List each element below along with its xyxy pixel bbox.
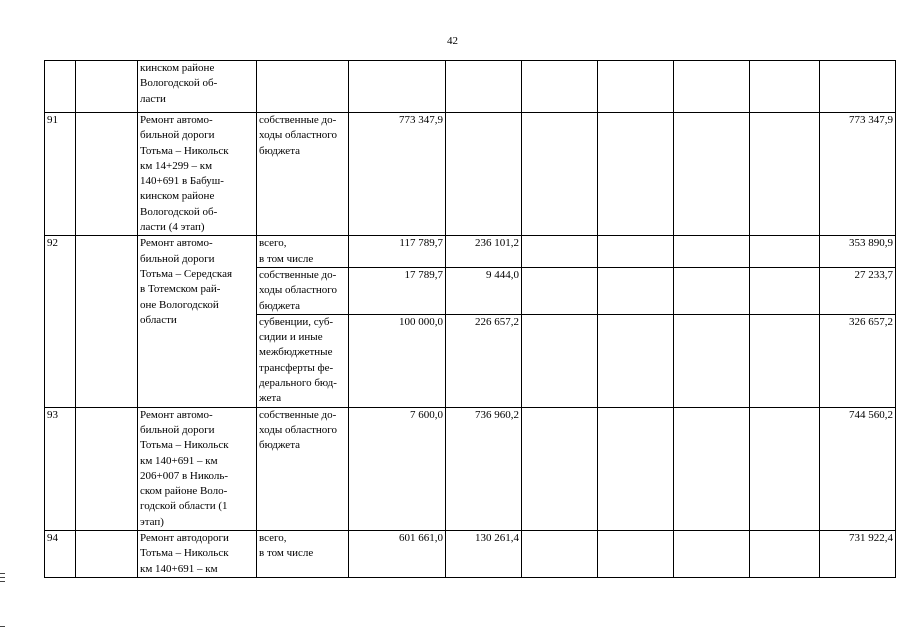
- empty-cell: [674, 407, 750, 530]
- value-cell-year2: 130 261,4: [446, 531, 522, 578]
- work-name-cell: Ремонт автомо- бильной дороги Тотьма – Никольск км 140+691 – км 206+007 в Николь- ском районе Воло- годской области (1 этап): [138, 407, 257, 530]
- table-row: [45, 407, 896, 530]
- work-name-cell: Ремонт автомо- бильной дороги Тотьма – Никольск км 14+299 – км 140+691 в Бабуш- кинском районе Вологодской об- ласти (4 этап): [138, 113, 257, 236]
- value-cell-year1: 773 347,9: [349, 113, 446, 236]
- work-name-cell: Ремонт автомо- бильной дороги Тотьма – Середская в Тотемском рай- оне Вологодской области: [138, 236, 257, 407]
- empty-cell: [598, 236, 674, 268]
- empty-cell: [76, 531, 138, 578]
- total-cell: 353 890,9: [820, 236, 896, 268]
- total-cell: [820, 61, 896, 113]
- value-cell-year1: 117 789,7: [349, 236, 446, 268]
- empty-cell: [674, 531, 750, 578]
- empty-cell: [598, 407, 674, 530]
- funding-source-cell: всего, в том числе: [257, 236, 349, 268]
- funding-source-cell: субвенции, суб- сидии и иные межбюджетные трансферты фе- дерального бюд- жета: [257, 314, 349, 407]
- margin-mark: [0, 626, 5, 627]
- budget-table: [44, 60, 896, 578]
- margin-mark: [0, 577, 5, 578]
- total-cell: 773 347,9: [820, 113, 896, 236]
- empty-cell: [598, 61, 674, 113]
- empty-cell: [522, 236, 598, 268]
- value-cell-year2: 226 657,2: [446, 314, 522, 407]
- value-cell-year2: [446, 113, 522, 236]
- empty-cell: [76, 113, 138, 236]
- funding-source-cell: всего, в том числе: [257, 531, 349, 578]
- margin-mark: [0, 581, 5, 582]
- empty-cell: [674, 314, 750, 407]
- funding-source-cell: собственные до- ходы областного бюджета: [257, 267, 349, 314]
- funding-source-cell: собственные до- ходы областного бюджета: [257, 407, 349, 530]
- work-name-cell: кинском районе Вологодской об- ласти: [138, 61, 257, 113]
- work-name-cell: Ремонт автодороги Тотьма – Никольск км 140+691 – км: [138, 531, 257, 578]
- value-cell-year1: 100 000,0: [349, 314, 446, 407]
- row-number-cell: 92: [45, 236, 76, 407]
- value-cell-year2: [446, 61, 522, 113]
- value-cell-year1: 7 600,0: [349, 407, 446, 530]
- empty-cell: [750, 113, 820, 236]
- empty-cell: [750, 531, 820, 578]
- value-cell-year1: 17 789,7: [349, 267, 446, 314]
- row-number-cell: [45, 61, 76, 113]
- empty-cell: [674, 113, 750, 236]
- funding-source-cell: [257, 61, 349, 113]
- empty-cell: [522, 61, 598, 113]
- empty-cell: [750, 61, 820, 113]
- empty-cell: [750, 407, 820, 530]
- total-cell: 731 922,4: [820, 531, 896, 578]
- empty-cell: [522, 531, 598, 578]
- table-row: [45, 61, 896, 113]
- empty-cell: [522, 314, 598, 407]
- empty-cell: [598, 531, 674, 578]
- page-number: 42: [447, 35, 458, 47]
- empty-cell: [522, 113, 598, 236]
- value-cell-year2: 236 101,2: [446, 236, 522, 268]
- empty-cell: [76, 61, 138, 113]
- empty-cell: [750, 314, 820, 407]
- empty-cell: [598, 314, 674, 407]
- value-cell-year1: 601 661,0: [349, 531, 446, 578]
- empty-cell: [674, 236, 750, 268]
- funding-source-cell: собственные до- ходы областного бюджета: [257, 113, 349, 236]
- total-cell: 27 233,7: [820, 267, 896, 314]
- empty-cell: [76, 236, 138, 407]
- value-cell-year2: 9 444,0: [446, 267, 522, 314]
- empty-cell: [598, 267, 674, 314]
- row-number-cell: 91: [45, 113, 76, 236]
- empty-cell: [76, 407, 138, 530]
- empty-cell: [674, 267, 750, 314]
- empty-cell: [522, 407, 598, 530]
- row-number-cell: 93: [45, 407, 76, 530]
- table-row: [45, 113, 896, 236]
- empty-cell: [598, 113, 674, 236]
- total-cell: 326 657,2: [820, 314, 896, 407]
- row-number-cell: 94: [45, 531, 76, 578]
- total-cell: 744 560,2: [820, 407, 896, 530]
- value-cell-year1: [349, 61, 446, 113]
- empty-cell: [750, 267, 820, 314]
- table-row: [45, 236, 896, 268]
- margin-mark: [0, 573, 5, 574]
- table-row: [45, 531, 896, 578]
- value-cell-year2: 736 960,2: [446, 407, 522, 530]
- empty-cell: [522, 267, 598, 314]
- empty-cell: [674, 61, 750, 113]
- empty-cell: [750, 236, 820, 268]
